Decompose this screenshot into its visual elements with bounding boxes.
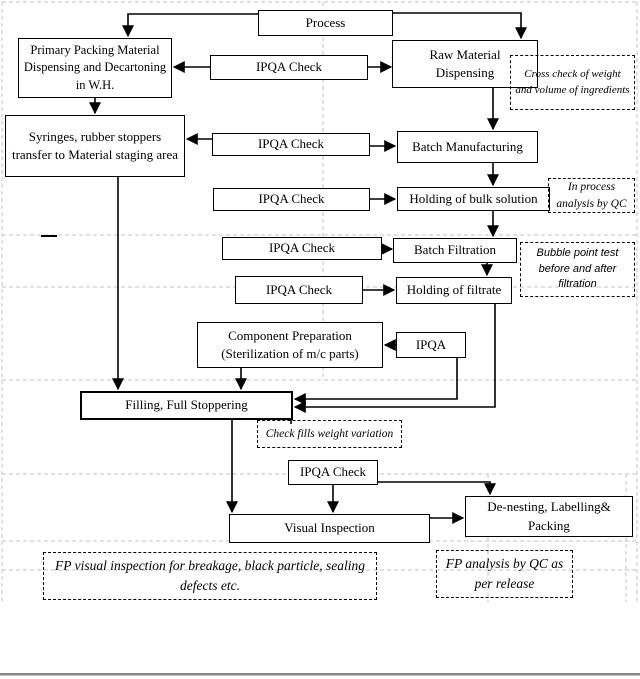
- node-denesting-packing-label: De-nesting, Labelling& Packing: [487, 499, 611, 533]
- node-ipqa-check-6: [288, 460, 378, 485]
- node-component-preparation-label: Component Preparation (Sterilization of m/c parts): [221, 327, 359, 361]
- connector-process-to-primary-packing: [128, 14, 258, 36]
- node-component-preparation: [197, 322, 383, 368]
- annotation-fp-visual-label: FP visual inspection for breakage, black particle, sealing defects etc.: [54, 558, 366, 593]
- node-ipqa-check-2-label: IPQA Check: [257, 136, 325, 152]
- node-primary-packing: [18, 38, 172, 98]
- node-holding-filtrate: [396, 277, 512, 304]
- node-denesting-packing: [465, 496, 633, 537]
- node-ipqa-check-2: [212, 133, 370, 156]
- node-holding-filtrate-label: Holding of filtrate: [406, 282, 502, 298]
- node-batch-manufacturing-label: Batch Manufacturing: [412, 138, 523, 154]
- annotation-fp-analysis: [436, 550, 573, 598]
- node-visual-inspection: [229, 514, 430, 543]
- annotation-bubble-point-label: Bubble point test before and after filtration: [536, 246, 619, 291]
- node-syringes-transfer-label: Syringes, rubber stoppers transfer to Material staging area: [11, 128, 179, 162]
- annotation-check-fills-label: Check fills weight variation: [265, 427, 394, 440]
- node-batch-filtration-label: Batch Filtration: [414, 242, 496, 258]
- connector-process-to-raw-material: [393, 13, 521, 38]
- node-holding-bulk: [397, 187, 550, 211]
- node-ipqa-check-3: [213, 188, 370, 211]
- node-ipqa: [396, 332, 466, 358]
- annotation-check-fills: [257, 420, 402, 448]
- node-raw-material-label: Raw Material Dispensing: [429, 46, 501, 80]
- annotation-cross-check-label: Cross check of weight and volume of ingredients: [515, 67, 630, 96]
- node-ipqa-check-4-label: IPQA Check: [268, 240, 336, 256]
- bottom-rule: [0, 673, 640, 676]
- node-filling: [80, 391, 293, 420]
- annotation-fp-analysis-label: FP analysis by QC as per release: [445, 556, 564, 591]
- annotation-fp-visual: [43, 552, 377, 600]
- node-filling-label: Filling, Full Stoppering: [125, 397, 248, 413]
- annotation-in-process-qc: [548, 178, 635, 213]
- node-holding-bulk-label: Holding of bulk solution: [409, 190, 538, 206]
- node-ipqa-check-6-label: IPQA Check: [299, 464, 367, 480]
- node-ipqa-label: IPQA: [415, 336, 447, 352]
- node-ipqa-check-3-label: IPQA Check: [258, 191, 325, 207]
- node-ipqa-check-5: [235, 276, 363, 304]
- annotation-in-process-qc-label: In process analysis by QC: [556, 180, 627, 210]
- node-batch-filtration: [393, 238, 517, 263]
- node-batch-manufacturing: [397, 131, 538, 163]
- annotation-bubble-point: [520, 242, 635, 297]
- node-process: [258, 10, 393, 36]
- connector-ipqa6-to-denesting: [378, 482, 490, 494]
- node-syringes-transfer: [5, 115, 185, 177]
- node-ipqa-check-1: [210, 55, 368, 80]
- annotation-cross-check: [510, 55, 635, 110]
- node-process-label: Process: [305, 14, 346, 30]
- node-primary-packing-label: Primary Packing Material Dispensing and Decartoning in W.H.: [23, 42, 167, 92]
- node-visual-inspection-label: Visual Inspection: [284, 520, 375, 536]
- node-ipqa-check-5-label: IPQA Check: [265, 281, 333, 297]
- node-ipqa-check-4: [222, 237, 382, 260]
- node-ipqa-check-1-label: IPQA Check: [255, 59, 323, 75]
